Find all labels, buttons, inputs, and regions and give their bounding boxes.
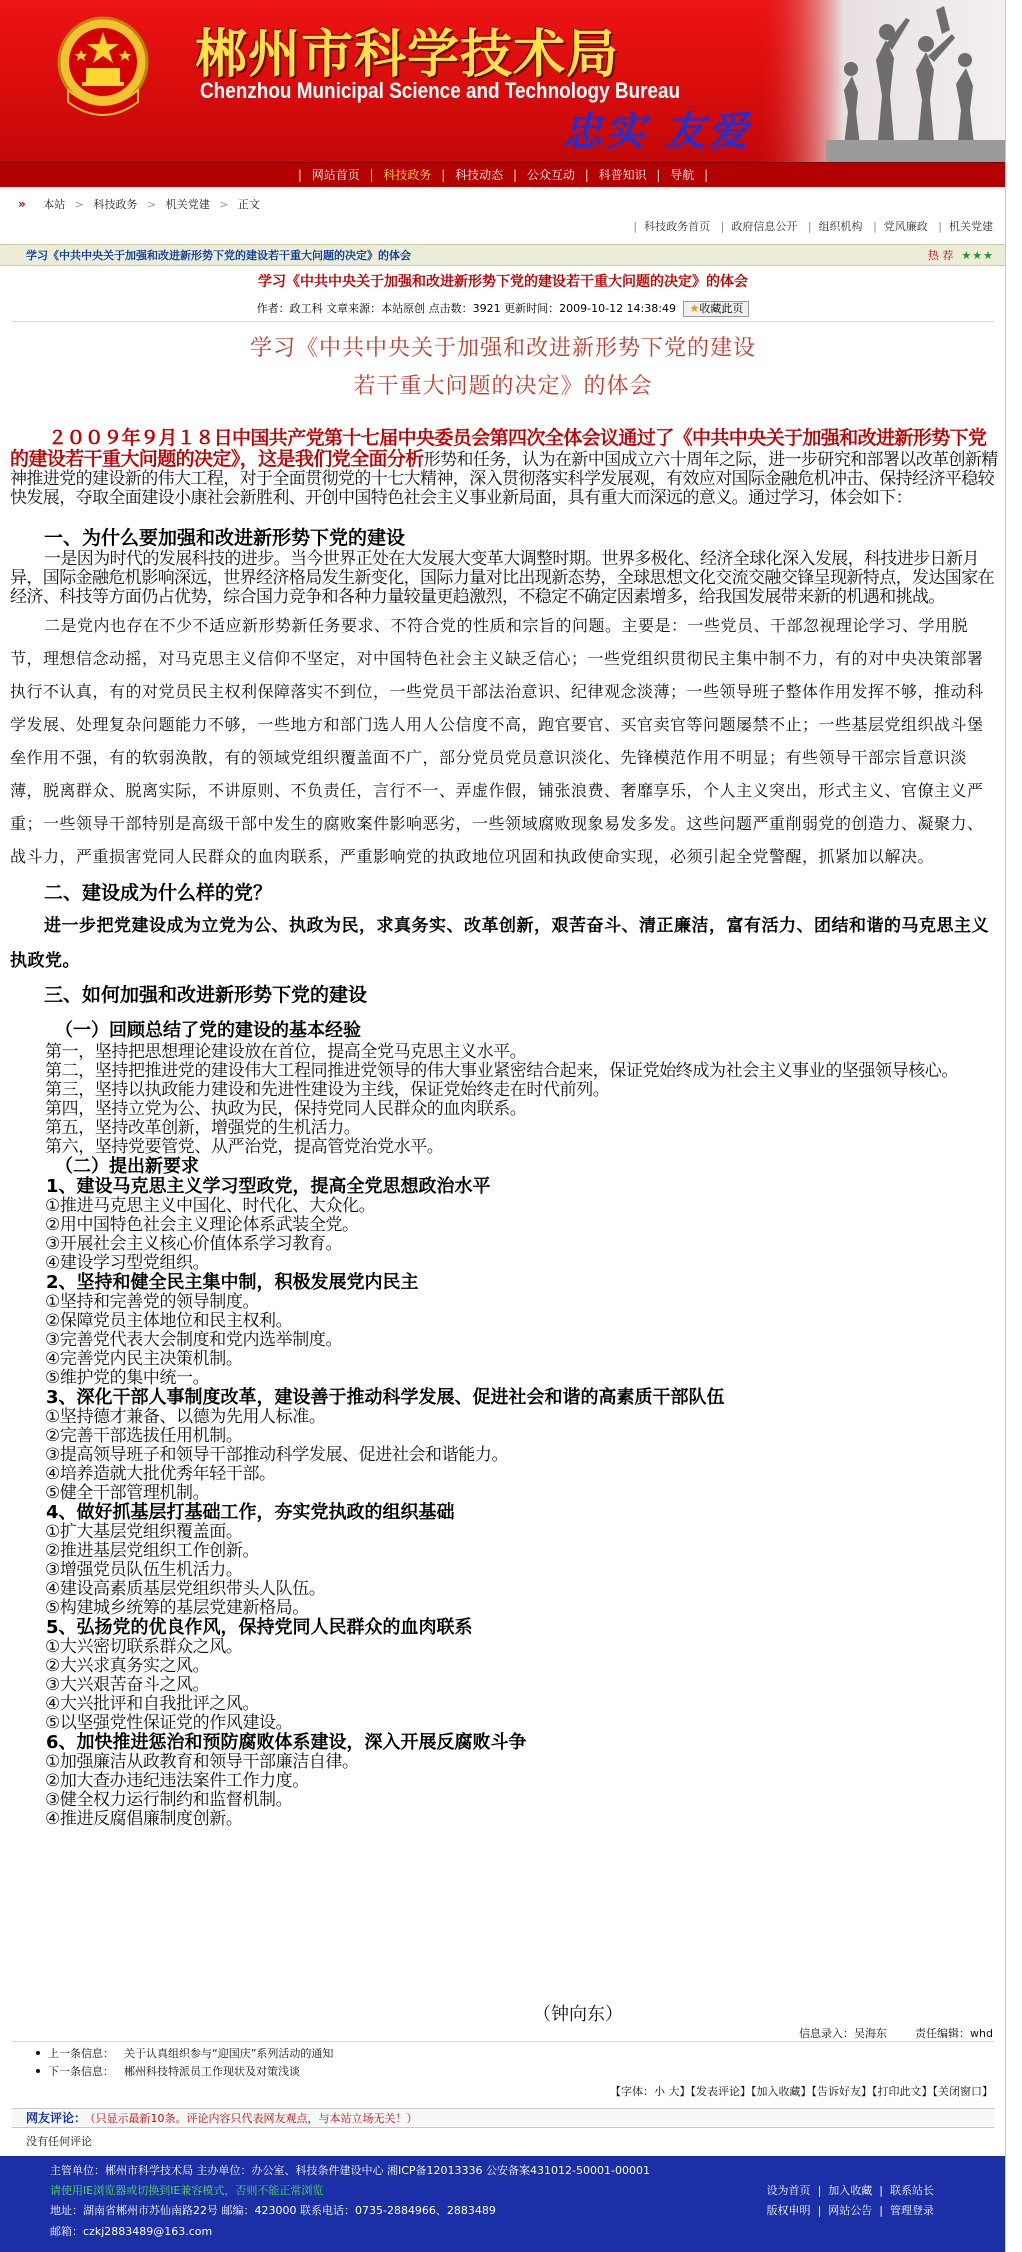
article-title-bar — [0, 244, 1006, 266]
footer-links-row-2: 版权申明 | 网站公告 | 管理登录 — [766, 2204, 934, 2217]
subsection-1-title: （一）回顾总结了党的建设的基本经验 — [55, 1020, 361, 1041]
nav-item-news[interactable]: 科技动态 — [455, 168, 504, 182]
list-item: ⑤健全干部管理机制。 — [45, 1483, 210, 1503]
announcements-link[interactable]: 网站公告 — [828, 2204, 873, 2217]
responsible-editor: 责任编辑：whd — [915, 2027, 993, 2040]
intro-paragraph: ２００９年９月１８日中国共产党第十七届中央委员会第四次全体会议通过了《中共中央关于加强和改进新形势下党的建设若干重大问题的决定》，这是我们党全面分析形势和任务，认为在新中国成立六十周年之际，进一步研究和部署以改革创新精神推进党的建设新的伟大工程，对于全面贯彻党的十七大精神，深入贯彻落实科学发展观，有效应对国际金融危机冲击、保持经济平稳较快发展，夺取全面建设小康社会新胜利、开创中国特色社会主义事业新局面，具有重大而深远的意义。通过学习，体会如下： — [10, 427, 998, 508]
bullet-icon — [36, 2069, 40, 2073]
list-item: ⑤以坚强党性保证党的作风建设。 — [45, 1713, 293, 1733]
subnav-gov-home[interactable]: 科技政务首页 — [644, 220, 711, 233]
comments-label: 网友评论： — [26, 2111, 87, 2125]
section-1-para-1: 一是因为时代的发展科技的进步。当今世界正处在大发展大变革大调整时期。世界多极化、经济全球化深入发展，科技进步日新月异，国际金融危机影响深远，世界经济格局发生新变化，国际力量对比出现新态势，全球思想文化交流交融交锋呈现新特点，发达国家在经济、科技等方面仍占优势，综合国力竞争和各种力量较量更趋激烈，不稳定不确定因素增多，给我国发展带来新的机遇和挑战。 — [10, 549, 994, 607]
subsection-2-title: （二）提出新要求 — [55, 1156, 199, 1177]
nav-item-home[interactable]: 网站首页 — [311, 168, 360, 182]
set-homepage-link[interactable]: 设为首页 — [766, 2184, 811, 2197]
nav-item-guide[interactable]: 导航 — [670, 168, 695, 182]
list-item: ④建设学习型党组织。 — [45, 1253, 210, 1273]
star-icon: ★ — [689, 302, 700, 315]
list-item: ③完善党代表大会制度和党内选举制度。 — [45, 1330, 343, 1350]
list-item: ③增强党员队伍生机活力。 — [45, 1560, 243, 1580]
sub-nav: | 科技政务首页 | 政府信息公开 | 组织机构 | 党风廉政 | 机关党建 — [633, 220, 993, 233]
footer-address: 地址：湖南省郴州市苏仙南路22号 邮编：423000 联系电话：0735-2884966、2883489 — [50, 2204, 496, 2217]
subnav-clean[interactable]: 党风廉政 — [883, 220, 928, 233]
admin-login-link[interactable]: 管理登录 — [890, 2204, 934, 2217]
group-title: 4、做好抓基层打基础工作，夯实党执政的组织基础 — [46, 1502, 455, 1523]
site-banner — [0, 0, 1006, 162]
group-title: 5、弘扬党的优良作风，保持党同人民群众的血肉联系 — [46, 1617, 473, 1638]
list-item: ③提高领导班子和领导干部推动科学发展、促进社会和谐能力。 — [45, 1445, 509, 1465]
copyright-link[interactable]: 版权申明 — [766, 2204, 811, 2217]
list-item: ④推进反腐倡廉制度创新。 — [45, 1809, 243, 1829]
add-bookmark-link[interactable]: 加入收藏 — [828, 2184, 873, 2197]
experience-item: 第六，坚持党要管党、从严治党，提高管党治党水平。 — [45, 1137, 444, 1157]
nav-item-science[interactable]: 科普知识 — [598, 168, 647, 182]
footer-email: 邮箱：czkj2883489@163.com — [50, 2225, 213, 2238]
comments-note: （只显示最新10条。评论内容只代表网友观点，与本站立场无关！） — [90, 2112, 418, 2125]
section-3-title: 三、如何加强和改进新形势下党的建设 — [44, 984, 368, 1006]
subnav-org[interactable]: 组织机构 — [818, 220, 863, 233]
group-title: 3、深化干部人事制度改革，建设善于推动科学发展、促进社会和谐的高素质干部队伍 — [46, 1387, 725, 1408]
star-rating-icon: ★★★ — [961, 249, 994, 262]
editor-info — [799, 2025, 993, 2041]
list-item: ①扩大基层党组织覆盖面。 — [45, 1522, 243, 1542]
statue-image-icon — [756, 0, 1006, 162]
breadcrumb-gov[interactable]: 科技政务 — [93, 198, 138, 211]
footer-owner: 主管单位：郴州市科学技术局 主办单位：办公室、科技条件建设中心 湘ICP备12013336 公安备案431012-50001-00001 — [50, 2164, 650, 2177]
comments-empty: 没有任何评论 — [26, 2135, 92, 2148]
hot-recommend: 热 荐 ★★★ — [927, 249, 994, 262]
group-title: 1、建设马克思主义学习型政党，提高全党思想政治水平 — [46, 1176, 491, 1197]
list-item: ②保障党员主体地位和民主权利。 — [45, 1311, 293, 1331]
prev-article: 上一条信息： 关于认真组织参与“迎国庆”系列活动的通知 — [36, 2045, 333, 2063]
section-1-title: 一、为什么要加强和改进新形势下党的建设 — [44, 527, 406, 549]
experience-item: 第一，坚持把思想理论建设放在首位，提高全党马克思主义水平。 — [45, 1042, 527, 1062]
section-1-para-2: 二是党内也存在不少不适应新形势新任务要求、不符合党的性质和宗旨的问题。主要是：一些党员、干部忽视理论学习、学用脱节，理想信念动摇，对马克思主义信仰不坚定，对中国特色社会主义缺乏信心；一些党组织贯彻民主集中制不力，有的对中央决策部署执行不认真，有的对党员民主权利保障落实不到位，一些党员干部法治意识、纪律观念淡薄；一些领导班子整体作用发挥不够，推动科学发展、处理复杂问题能力不够，一些地方和部门选人用人公信度不高，跑官要官、买官卖官等问题屡禁不止；一些基层党组织战斗堡垒作用不强，有的软弱涣散，有的领域党组织覆盖面不广，部分党员党员意识淡化、先锋模范作用不明显；有些领导干部宗旨意识淡薄，脱离群众、脱离实际，不讲原则、不负责任，言行不一、弄虚作假，铺张浪费、奢靡享乐，个人主义突出，形式主义、官僚主义严重；一些领导干部特别是高级干部中发生的腐败案件影响恶劣，一些领域腐败现象易发多发。这些问题严重削弱党的创造力、凝聚力、战斗力，严重损害党同人民群众的血肉联系，严重影响党的执政地位巩固和执政使命实现，必须引起全党警醒，抓紧加以解决。 — [10, 616, 984, 866]
experience-item: 第三，坚持以执政能力建设和先进性建设为主线，保证党始终走在时代前列。 — [45, 1080, 610, 1100]
section-2-para: 进一步把党建设成为立党为公、执政为民，求真务实、改革创新，艰苦奋斗、清正廉洁，富有活力、团结和谐的马克思主义执政党。 — [10, 916, 989, 971]
national-emblem-icon — [48, 10, 158, 130]
list-item: ⑤维护党的集中统一。 — [45, 1368, 210, 1388]
prev-article-link[interactable]: 关于认真组织参与“迎国庆”系列活动的通知 — [124, 2047, 334, 2060]
site-footer — [0, 2156, 1006, 2252]
list-item: ②完善干部选拔任用机制。 — [45, 1426, 243, 1446]
list-item: ②加大查办违纪违法案件工作力度。 — [45, 1771, 309, 1791]
footer-browser-warning: 请使用IE浏览器或切换到IE兼容模式，否则不能正常浏览 — [50, 2184, 324, 2197]
list-item: ②用中国特色社会主义理论体系武装全党。 — [45, 1215, 359, 1235]
related-links — [36, 2045, 333, 2081]
footer-links-row-1: 设为首页 | 加入收藏 | 联系站长 — [766, 2184, 934, 2197]
list-item: ④大兴批评和自我批评之风。 — [45, 1694, 260, 1714]
article-meta: 作者：政工科 文章来源：本站原创 点击数：3921 更新时间：2009-10-12 14:38:49 ★收藏此页 — [0, 300, 1006, 318]
article-tools[interactable]: 【字体：小 大】【发表评论】【加入收藏】【告诉好友】【打印此文】【关闭窗口】 — [610, 2085, 993, 2098]
article-heading: 学习《中共中央关于加强和改进新形势下党的建设若干重大问题的决定》的体会 — [258, 274, 748, 290]
title-bar-text: 学习《中共中央关于加强和改进新形势下党的建设若干重大问题的决定》的体会 — [26, 249, 411, 262]
contact-admin-link[interactable]: 联系站长 — [890, 2184, 934, 2197]
subnav-info-open[interactable]: 政府信息公开 — [731, 220, 798, 233]
section-2-title: 二、建设成为什么样的党？ — [44, 882, 273, 904]
double-arrow-icon: » — [18, 197, 26, 211]
breadcrumb-home[interactable]: 本站 — [43, 198, 66, 211]
breadcrumb-current: 正文 — [237, 198, 260, 211]
list-item: ①大兴密切联系群众之风。 — [45, 1637, 243, 1657]
entry-person: 信息录入：吴海东 — [799, 2027, 888, 2040]
experience-item: 第二，坚持把推进党的建设伟大工程同推进党领导的伟大事业紧密结合起来，保证党始终成为社会主义事业的坚强领导核心。 — [45, 1061, 958, 1081]
list-item: ③大兴艰苦奋斗之风。 — [45, 1675, 210, 1695]
list-item: ①推进马克思主义中国化、时代化、大众化。 — [45, 1196, 376, 1216]
experience-item: 第四，坚持立党为公、执政为民，保持党同人民群众的血肉联系。 — [45, 1099, 527, 1119]
nav-item-interaction[interactable]: 公众互动 — [526, 168, 575, 182]
main-nav: | 网站首页 | 科技政务 | 科技动态 | 公众互动 | 科普知识 | 导航 | — [0, 162, 1006, 187]
list-item: ④培养造就大批优秀年轻干部。 — [45, 1464, 276, 1484]
comments-header — [12, 2108, 994, 2128]
list-item: ①加强廉洁从政教育和领导干部廉洁自律。 — [45, 1752, 359, 1772]
breadcrumb: » 本站 > 科技政务 > 机关党建 > 正文 — [18, 197, 260, 211]
group-title: 6、加快推进惩治和预防腐败体系建设，深入开展反腐败斗争 — [46, 1732, 527, 1753]
next-article-link[interactable]: 郴州科技特派员工作现状及对策浅谈 — [124, 2065, 300, 2078]
site-title: 郴州市科学技术局 — [195, 25, 620, 85]
page-title: 学习《中共中央关于加强和改进新形势下党的建设 若干重大问题的决定》的体会 — [249, 336, 756, 399]
subnav-party[interactable]: 机关党建 — [949, 220, 993, 233]
group-title: 2、坚持和健全民主集中制，积极发展党内民主 — [46, 1272, 419, 1293]
divider — [12, 2041, 994, 2042]
article-body — [10, 428, 998, 1829]
list-item: ⑤构建城乡统筹的基层党建新格局。 — [45, 1598, 309, 1618]
list-item: ③健全权力运行制约和监督机制。 — [45, 1790, 293, 1810]
add-favorite-button[interactable]: ★收藏此页 — [683, 301, 749, 317]
divider — [12, 321, 994, 322]
list-item: ④完善党内民主决策机制。 — [45, 1349, 243, 1369]
list-item: ①坚持德才兼备、以德为先用人标准。 — [45, 1407, 326, 1427]
list-item: ①坚持和完善党的领导制度。 — [45, 1292, 260, 1312]
next-article: 下一条信息： 郴州科技特派员工作现状及对策浅谈 — [36, 2063, 333, 2081]
nav-item-gov[interactable]: 科技政务 — [383, 168, 432, 182]
site-motto: 忠实 友爱 — [562, 109, 751, 155]
list-item: ③开展社会主义核心价值体系学习教育。 — [45, 1234, 343, 1254]
experience-item: 第五，坚持改革创新，增强党的生机活力。 — [45, 1118, 361, 1138]
site-subtitle: Chenzhou Municipal Science and Technology Bureau — [200, 78, 681, 103]
list-item: ②推进基层党组织工作创新。 — [45, 1541, 260, 1561]
breadcrumb-party[interactable]: 机关党建 — [165, 198, 210, 211]
list-item: ②大兴求真务实之风。 — [45, 1656, 210, 1676]
bullet-icon — [36, 2051, 40, 2055]
list-item: ④建设高素质基层党组织带头人队伍。 — [45, 1579, 326, 1599]
author-signature: （钟向东） — [533, 2004, 623, 2025]
